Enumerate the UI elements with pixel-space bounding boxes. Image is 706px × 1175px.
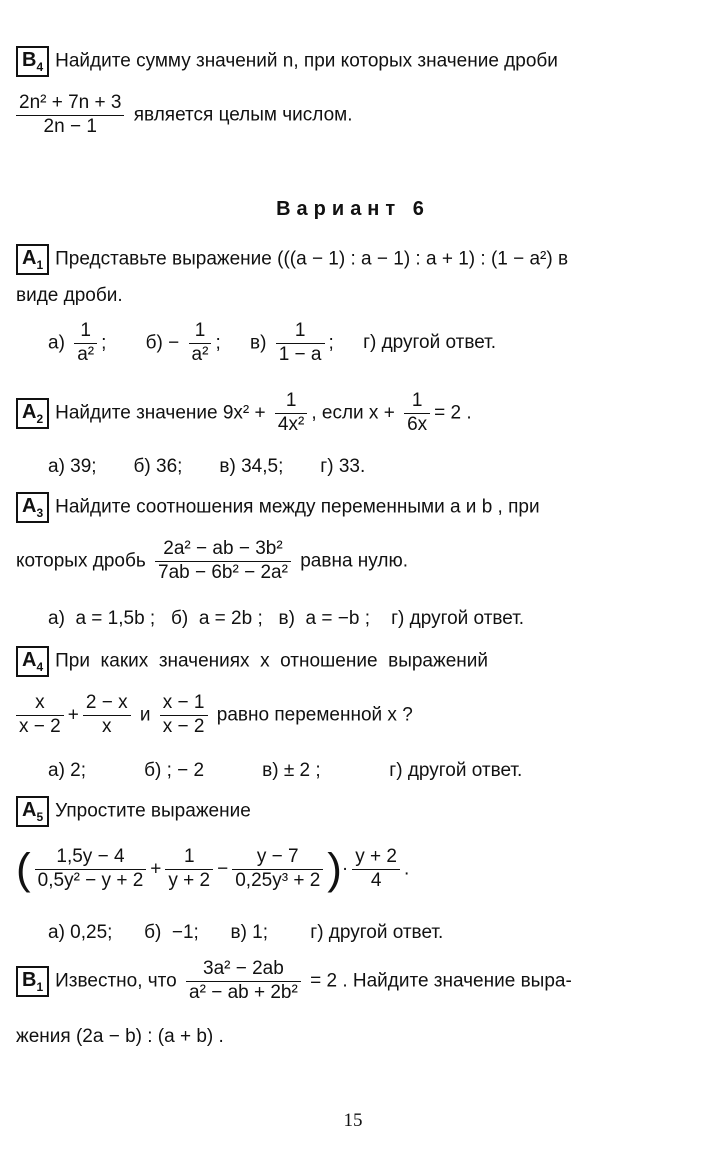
task-label-a2: $A_2$ <box>16 398 49 429</box>
a5-options: а) 0,25; б) −1; в) 1; г) другой ответ. <box>48 922 444 943</box>
a5-fraction-3: $\frac{y - 7}{\text{0,25y³ + 2}}$ <box>232 846 323 893</box>
a2-fraction-2: $\frac{1}{6x}$ <box>404 390 430 437</box>
a5-expression-line: ( $\frac{1,5y - 4}{\text{0,5y² − y + 2}}$ + $\frac{1}{y + 2}$ − $\frac{y - 7}{\text{0,25y³ + 2}}$ )· $\frac{y + 2}{4}$ . <box>16 844 410 894</box>
a3-task: $A_3$ Найдите соотношения между переменными a и b , при <box>16 492 684 523</box>
a5-task: $A_5$ Упростите выражение <box>16 796 684 827</box>
a5-fraction-2: $\frac{1}{y + 2}$ <box>165 846 213 893</box>
b1-fraction: $\frac{\text{3a² − 2ab}}{\text{a² − ab + 2b²}}$ <box>186 958 301 1005</box>
a4-fraction-3: $\frac{x - 1}{x - 2}$ <box>160 692 208 739</box>
b4-fraction-line <box>16 92 684 139</box>
a4-options: а) 2; б) ; − 2 в) ± 2 ; г) другой ответ. <box>48 760 523 781</box>
a3-options: а) a = 1,5b ; б) a = 2b ; в) a = −b ; г) другой ответ. <box>48 608 525 629</box>
a1-option-d: г) другой ответ. <box>363 332 497 354</box>
b4-suffix: является целым числом. <box>133 104 353 126</box>
task-label-b4: $B_4$ <box>16 46 49 77</box>
task-label-a1: $A_1$ <box>16 244 49 275</box>
a1-task <box>16 244 684 275</box>
variant-heading: Вариант 6 <box>276 198 430 220</box>
task-label-a5: $A_5$ <box>16 796 49 827</box>
a4-fraction-2: $\frac{2 - x}{x}$ <box>83 692 131 739</box>
a1-text-continued: виде дроби. <box>16 285 123 306</box>
a4-expression-line: $\frac{x}{x - 2}$ + $\frac{2 - x}{x}$ и $\frac{x - 1}{x - 2}$ равно переменной x ? <box>16 692 684 739</box>
task-label-a4: $A_4$ <box>16 646 49 677</box>
a2-options: а) 39; б) 36; в) 34,5; г) 33. <box>48 456 366 477</box>
task-label-b1: $B_1$ <box>16 966 49 997</box>
a1-text: Представьте выражение (((a − 1) : a − 1) : a + 1) : (1 − a²) в <box>55 248 569 270</box>
a4-task: $A_4$ При каких значениях x отношение выражений <box>16 646 684 677</box>
b1-text-continued: жения (2a − b) : (a + b) . <box>16 1026 224 1047</box>
a2-fraction-1: $\frac{1}{\text{4x²}}$ <box>275 390 307 437</box>
a5-fraction-4: $\frac{y + 2}{4}$ <box>352 846 400 893</box>
a1-option-c: в) $\frac{1}{1 - a}$ ; <box>250 320 334 365</box>
a3-fraction: $\frac{\text{2a² − ab − 3b²}}{\text{7ab − 6b² − 2a²}}$ <box>155 538 291 585</box>
b4-task <box>16 46 684 77</box>
page-number: 15 <box>343 1110 363 1131</box>
b4-text: Найдите сумму значений n, при которых значение дроби <box>55 50 558 72</box>
a5-fraction-1: $\frac{1,5y - 4}{\text{0,5y² − y + 2}}$ <box>35 846 147 893</box>
a1-options <box>48 320 684 367</box>
b1-task: $B_1$ Известно, что $\frac{\text{3a² − 2ab}}{\text{a² − ab + 2b²}}$ = 2 . Найдите значение выра- <box>16 958 684 1005</box>
task-label-a3: $A_3$ <box>16 492 49 523</box>
a1-option-b: б) − $\frac{1}{\text{a²}}$ ; <box>145 320 221 365</box>
a2-task: $A_2$ Найдите значение 9x² + $\frac{1}{\text{4x²}}$ , если x + $\frac{1}{6x}$ = 2 . <box>16 390 684 437</box>
b4-fraction: $\frac{\text{2n² + 7n + 3}}{2n - 1}$ <box>16 92 124 139</box>
a3-fraction-line: которых дробь $\frac{\text{2a² − ab − 3b²}}{\text{7ab − 6b² − 2a²}}$ равна нулю. <box>16 538 408 583</box>
a1-option-a: а) $\frac{1}{\text{a²}}$ ; <box>48 320 107 365</box>
a4-fraction-1: $\frac{x}{x - 2}$ <box>16 692 64 739</box>
